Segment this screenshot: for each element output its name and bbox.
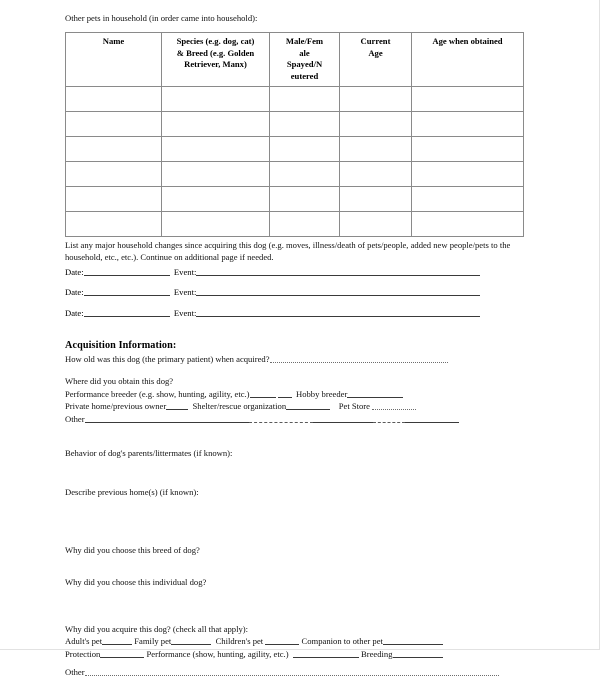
table-cell[interactable]: [412, 162, 524, 187]
pet-store-input[interactable]: [372, 401, 416, 410]
column-header-name: Name: [66, 33, 162, 87]
table-cell[interactable]: [66, 212, 162, 237]
obtain-other-input-5[interactable]: [405, 414, 459, 423]
performance-label: Performance (show, hunting, agility, etc.): [146, 648, 289, 659]
obtain-other-input-2[interactable]: [249, 414, 313, 423]
why-individual-label: Why did you choose this individual dog?: [65, 577, 207, 588]
other-pets-prompt: Other pets in household (in order came into household):: [65, 13, 258, 23]
adults-pet-input-2[interactable]: [118, 636, 132, 645]
table-row: [66, 187, 524, 212]
acquire-other-input[interactable]: [85, 667, 499, 676]
table-cell[interactable]: [270, 137, 340, 162]
table-cell[interactable]: [270, 87, 340, 112]
date-input-1[interactable]: [84, 267, 170, 276]
date-input-3[interactable]: [84, 308, 170, 317]
hobby-breeder-label: Hobby breeder: [296, 388, 348, 399]
age-when-acquired-label: How old was this dog (the primary patient) when acquired?: [65, 354, 270, 365]
column-header-sex-status: Male/Fem ale Spayed/N eutered: [270, 33, 340, 87]
table-header-row: [66, 33, 524, 87]
table-cell[interactable]: [340, 87, 412, 112]
table-cell[interactable]: [270, 162, 340, 187]
table-row: [66, 87, 524, 112]
age-when-acquired-input[interactable]: [270, 354, 448, 363]
table-cell[interactable]: [340, 112, 412, 137]
table-row: [66, 212, 524, 237]
table-cell[interactable]: [270, 212, 340, 237]
page-content: [65, 12, 523, 678]
event-input-2[interactable]: [196, 287, 480, 296]
date-label-2: Date:: [65, 287, 84, 298]
pet-store-label: Pet Store: [338, 401, 370, 412]
obtain-source-row-1: [65, 388, 523, 400]
date-label-3: Date:: [65, 307, 84, 318]
companion-other-pet-input-2[interactable]: [405, 636, 417, 645]
table-cell[interactable]: [340, 212, 412, 237]
column-header-current-age: Current Age: [340, 33, 412, 87]
obtain-other-input-3[interactable]: [313, 414, 373, 423]
table-cell[interactable]: [412, 212, 524, 237]
table-cell[interactable]: [270, 187, 340, 212]
column-header-species-breed: Species (e.g. dog, cat) & Breed (e.g. Golden Retriever, Manx): [162, 33, 270, 87]
table-cell[interactable]: [340, 162, 412, 187]
companion-other-pet-label: Companion to other pet: [301, 636, 383, 647]
childrens-pet-input[interactable]: [265, 636, 283, 645]
private-home-input[interactable]: [166, 401, 188, 410]
table-cell[interactable]: [162, 112, 270, 137]
table-cell[interactable]: [66, 137, 162, 162]
acquisition-section-heading: Acquisition Information:: [65, 340, 177, 352]
why-individual-answer-area[interactable]: [65, 589, 523, 615]
age-when-acquired-row: [65, 353, 523, 365]
obtain-other-input-4[interactable]: [373, 414, 405, 423]
event-label-1: Event:: [173, 266, 197, 277]
hobby-breeder-input[interactable]: [347, 389, 403, 398]
shelter-rescue-input[interactable]: [286, 401, 330, 410]
private-home-label: Private home/previous owner: [65, 401, 167, 412]
shelter-rescue-label: Shelter/rescue organization: [192, 401, 287, 412]
table-cell[interactable]: [162, 87, 270, 112]
table-cell[interactable]: [412, 112, 524, 137]
household-changes-instructions: List any major household changes since acquiring this dog (e.g. moves, illness/death of pets/people, added new people/pets to the household, etc., etc.). Continue on additional page if needed.: [65, 240, 511, 263]
table-cell[interactable]: [270, 112, 340, 137]
table-body: [66, 87, 524, 237]
household-change-entry-3: [65, 307, 523, 319]
obtain-source-row-2: [65, 400, 523, 412]
event-label-3: Event:: [173, 307, 197, 318]
why-breed-label: Why did you choose this breed of dog?: [65, 544, 200, 555]
column-header-age-obtained: Age when obtained: [412, 33, 524, 87]
table-row: [66, 112, 524, 137]
table-cell[interactable]: [162, 137, 270, 162]
other-pets-table: [65, 32, 524, 237]
event-input-3[interactable]: [196, 308, 480, 317]
family-pet-input[interactable]: [171, 636, 211, 645]
adults-pet-input[interactable]: [102, 636, 118, 645]
event-label-2: Event:: [173, 287, 197, 298]
family-pet-label: Family pet: [134, 636, 172, 647]
parents-behavior-answer-area[interactable]: [65, 460, 523, 486]
previous-homes-answer-area[interactable]: [65, 498, 523, 528]
why-acquire-row-3: [65, 666, 523, 678]
table-cell[interactable]: [412, 137, 524, 162]
childrens-pet-input-2[interactable]: [283, 636, 299, 645]
childrens-pet-label: Children's pet: [215, 636, 264, 647]
obtain-other-input[interactable]: [85, 414, 249, 423]
why-acquire-row-2: [65, 648, 523, 660]
adults-pet-label: Adult's pet: [65, 636, 103, 647]
breeding-label: Breeding: [361, 648, 393, 659]
table-cell[interactable]: [412, 87, 524, 112]
why-acquire-question: Why did you acquire this dog? (check all that apply):: [65, 623, 249, 634]
why-breed-answer-area[interactable]: [65, 556, 523, 576]
table-cell[interactable]: [162, 162, 270, 187]
performance-breeder-input[interactable]: [250, 389, 276, 398]
event-input-1[interactable]: [196, 267, 480, 276]
companion-other-pet-input[interactable]: [383, 636, 405, 645]
table-cell[interactable]: [66, 112, 162, 137]
obtain-source-row-3: [65, 413, 523, 425]
acquire-other-label: Other: [65, 666, 85, 677]
performance-breeder-input-2[interactable]: [278, 389, 292, 398]
companion-other-pet-input-3[interactable]: [417, 636, 443, 645]
why-acquire-row-1: [65, 635, 523, 647]
household-change-entry-1: [65, 266, 523, 278]
table-row: [66, 162, 524, 187]
table-cell[interactable]: [162, 187, 270, 212]
table-cell[interactable]: [412, 187, 524, 212]
obtain-source-question: Where did you obtain this dog?: [65, 376, 174, 387]
table-cell[interactable]: [66, 87, 162, 112]
household-change-entry-2: [65, 286, 523, 298]
table-cell[interactable]: [162, 212, 270, 237]
table-row: [66, 137, 524, 162]
previous-homes-label: Describe previous home(s) (if known):: [65, 486, 199, 497]
table-cell[interactable]: [66, 162, 162, 187]
date-input-2[interactable]: [84, 287, 170, 296]
obtain-other-label: Other: [65, 413, 85, 424]
parents-behavior-label: Behavior of dog's parents/littermates (if known):: [65, 448, 233, 459]
table-cell[interactable]: [340, 137, 412, 162]
protection-label: Protection: [65, 648, 101, 659]
table-cell[interactable]: [66, 187, 162, 212]
table-cell[interactable]: [340, 187, 412, 212]
date-label-1: Date:: [65, 266, 84, 277]
performance-breeder-label: Performance breeder (e.g. show, hunting, agility, etc.): [65, 388, 250, 399]
